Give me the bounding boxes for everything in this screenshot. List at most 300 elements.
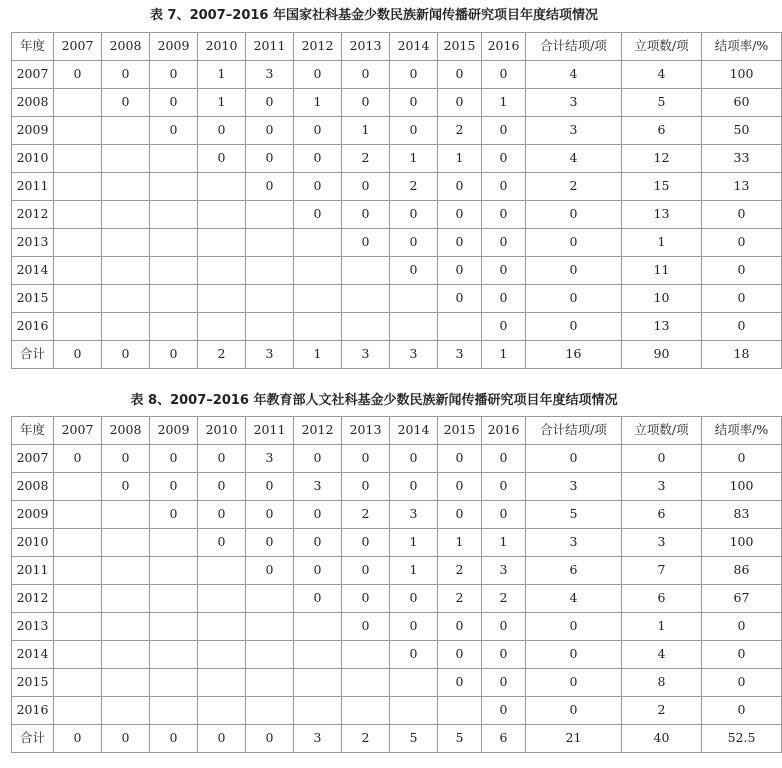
table-cell: 0 [482, 613, 526, 641]
table-cell: 0 [294, 501, 342, 529]
table-cell: 0 [438, 641, 482, 669]
table-cell: 13 [622, 201, 702, 229]
column-header: 2010 [198, 417, 246, 445]
table-cell [150, 529, 198, 557]
table-cell: 0 [342, 173, 390, 201]
table-cell [198, 669, 246, 697]
column-header: 2007 [54, 417, 102, 445]
table-cell: 0 [342, 613, 390, 641]
table-cell: 0 [390, 641, 438, 669]
row-label: 2013 [12, 229, 54, 257]
table-cell: 0 [438, 201, 482, 229]
table-row [12, 557, 782, 585]
table-cell [102, 201, 150, 229]
column-header: 2008 [102, 417, 150, 445]
table-cell [150, 229, 198, 257]
table-cell: 5 [390, 725, 438, 753]
table-cell [150, 697, 198, 725]
table-cell: 0 [702, 669, 782, 697]
table-cell: 2 [622, 697, 702, 725]
table-cell: 2 [438, 117, 482, 145]
table-cell: 15 [622, 173, 702, 201]
column-header: 2014 [390, 33, 438, 61]
table-row [12, 473, 782, 501]
table-cell: 0 [482, 61, 526, 89]
table-cell: 40 [622, 725, 702, 753]
table-cell: 0 [526, 201, 622, 229]
table-cell [54, 585, 102, 613]
table-cell: 2 [438, 585, 482, 613]
table-cell: 3 [390, 341, 438, 369]
table-cell: 0 [342, 61, 390, 89]
table-cell [246, 285, 294, 313]
table-cell: 2 [342, 501, 390, 529]
table-cell [198, 313, 246, 341]
table-cell: 6 [622, 117, 702, 145]
table-cell [54, 313, 102, 341]
table-cell [294, 613, 342, 641]
table-cell: 0 [482, 257, 526, 285]
table-cell: 1 [390, 557, 438, 585]
table-cell: 3 [294, 725, 342, 753]
table-cell: 0 [482, 173, 526, 201]
table-cell: 4 [526, 585, 622, 613]
table-cell: 0 [438, 473, 482, 501]
row-label: 2011 [12, 557, 54, 585]
table-cell: 6 [622, 585, 702, 613]
table-cell: 0 [342, 201, 390, 229]
table-cell [102, 285, 150, 313]
table-cell: 0 [246, 473, 294, 501]
table-cell [102, 557, 150, 585]
table-cell: 0 [390, 613, 438, 641]
table-cell [102, 613, 150, 641]
table-cell [102, 669, 150, 697]
table-cell: 0 [54, 61, 102, 89]
table-cell: 0 [390, 61, 438, 89]
table-cell [150, 313, 198, 341]
table-cell: 5 [438, 725, 482, 753]
table-cell [150, 285, 198, 313]
table-cell: 0 [294, 585, 342, 613]
column-header: 2011 [246, 33, 294, 61]
table-cell: 0 [482, 501, 526, 529]
table-cell: 2 [482, 585, 526, 613]
table-cell: 1 [482, 341, 526, 369]
table-cell: 1 [622, 613, 702, 641]
table-cell: 0 [390, 257, 438, 285]
table-cell: 0 [150, 117, 198, 145]
table-cell: 1 [438, 529, 482, 557]
table-cell: 0 [526, 313, 622, 341]
row-label: 2009 [12, 501, 54, 529]
table-cell: 3 [246, 61, 294, 89]
table-cell [438, 697, 482, 725]
table-cell: 86 [702, 557, 782, 585]
table-cell: 0 [150, 445, 198, 473]
table-cell: 0 [150, 725, 198, 753]
table-cell [246, 697, 294, 725]
table-cell: 0 [294, 201, 342, 229]
table-cell: 7 [622, 557, 702, 585]
table-row [12, 669, 782, 697]
column-header: 2013 [342, 417, 390, 445]
table-cell [342, 697, 390, 725]
column-header: 合计结项/项 [526, 417, 622, 445]
row-label: 2010 [12, 529, 54, 557]
row-label: 2007 [12, 61, 54, 89]
table-cell [198, 201, 246, 229]
table-row [12, 313, 782, 341]
table-cell: 3 [526, 117, 622, 145]
table-cell: 4 [526, 61, 622, 89]
table-cell [198, 585, 246, 613]
table-row [12, 61, 782, 89]
table-cell: 0 [294, 145, 342, 173]
table-cell: 0 [294, 557, 342, 585]
table-cell [102, 585, 150, 613]
table-cell: 0 [198, 529, 246, 557]
table-cell: 100 [702, 529, 782, 557]
row-label: 合计 [12, 341, 54, 369]
table-cell [294, 697, 342, 725]
table-cell: 0 [246, 173, 294, 201]
table-cell: 0 [342, 585, 390, 613]
row-label: 2015 [12, 669, 54, 697]
row-label: 2012 [12, 201, 54, 229]
table-cell: 0 [482, 229, 526, 257]
table-cell [246, 257, 294, 285]
table-cell: 0 [526, 229, 622, 257]
table-cell [54, 285, 102, 313]
table-cell: 3 [246, 445, 294, 473]
table-cell: 12 [622, 145, 702, 173]
table-cell: 0 [342, 445, 390, 473]
column-header: 2012 [294, 417, 342, 445]
table-cell [198, 173, 246, 201]
table-cell [102, 313, 150, 341]
table-cell: 0 [198, 501, 246, 529]
table-cell [342, 285, 390, 313]
table-cell [198, 697, 246, 725]
table-cell: 0 [702, 257, 782, 285]
table-cell: 3 [246, 341, 294, 369]
table-cell [102, 229, 150, 257]
table-cell: 5 [622, 89, 702, 117]
table-row [12, 285, 782, 313]
column-header: 年度 [12, 33, 54, 61]
table7 [11, 32, 782, 369]
table-cell: 0 [482, 473, 526, 501]
table-cell: 0 [54, 725, 102, 753]
table-cell [102, 529, 150, 557]
table-cell: 0 [526, 613, 622, 641]
table-cell: 67 [702, 585, 782, 613]
table-cell: 0 [702, 229, 782, 257]
table-cell [102, 257, 150, 285]
table-cell [294, 669, 342, 697]
table-cell: 0 [246, 501, 294, 529]
table-cell: 0 [438, 229, 482, 257]
row-label: 2014 [12, 641, 54, 669]
table-cell [198, 285, 246, 313]
table-cell: 3 [526, 529, 622, 557]
table-row [12, 501, 782, 529]
table-cell [198, 257, 246, 285]
column-header: 结项率/% [702, 33, 782, 61]
table-cell: 0 [482, 145, 526, 173]
table-row [12, 613, 782, 641]
table-cell: 50 [702, 117, 782, 145]
table-cell: 0 [294, 445, 342, 473]
table-cell [150, 173, 198, 201]
table-cell: 1 [198, 61, 246, 89]
table-cell [102, 173, 150, 201]
table-cell [294, 257, 342, 285]
table-cell [102, 117, 150, 145]
table-cell: 3 [622, 473, 702, 501]
table-row [12, 173, 782, 201]
table-cell [54, 173, 102, 201]
table-cell: 0 [390, 585, 438, 613]
table-cell: 33 [702, 145, 782, 173]
table-row [12, 529, 782, 557]
table-cell: 2 [390, 173, 438, 201]
table-cell [54, 697, 102, 725]
table-cell: 0 [390, 445, 438, 473]
row-label: 2016 [12, 697, 54, 725]
table-cell: 1 [294, 89, 342, 117]
table-cell: 0 [526, 257, 622, 285]
table-cell: 0 [702, 613, 782, 641]
table-cell: 0 [342, 473, 390, 501]
table-cell: 0 [342, 529, 390, 557]
table-cell: 10 [622, 285, 702, 313]
table-cell [54, 145, 102, 173]
table-cell: 0 [482, 445, 526, 473]
table-cell: 0 [702, 201, 782, 229]
table-cell: 0 [150, 61, 198, 89]
table-cell: 0 [438, 445, 482, 473]
table-cell: 0 [294, 173, 342, 201]
table-cell: 0 [622, 445, 702, 473]
table-cell: 0 [294, 529, 342, 557]
table-cell [198, 613, 246, 641]
table-cell: 0 [246, 89, 294, 117]
column-header: 立项数/项 [622, 417, 702, 445]
table-cell: 0 [54, 445, 102, 473]
table-cell [54, 613, 102, 641]
table-cell: 2 [342, 145, 390, 173]
row-label: 2008 [12, 89, 54, 117]
table8 [11, 416, 782, 753]
column-header: 2014 [390, 417, 438, 445]
table-cell: 52.5 [702, 725, 782, 753]
table-cell [150, 557, 198, 585]
table-cell: 6 [482, 725, 526, 753]
table-cell: 0 [102, 725, 150, 753]
table-cell: 8 [622, 669, 702, 697]
table-cell [342, 669, 390, 697]
table-cell: 3 [390, 501, 438, 529]
table-cell: 16 [526, 341, 622, 369]
table-cell: 2 [342, 725, 390, 753]
column-header: 2010 [198, 33, 246, 61]
table-cell: 0 [482, 641, 526, 669]
column-header: 2011 [246, 417, 294, 445]
table-cell [54, 201, 102, 229]
table-cell [102, 641, 150, 669]
table-cell: 1 [482, 529, 526, 557]
table-cell: 0 [198, 445, 246, 473]
table-cell [150, 669, 198, 697]
table-cell: 0 [150, 341, 198, 369]
table-cell: 3 [482, 557, 526, 585]
column-header: 2008 [102, 33, 150, 61]
table-cell: 0 [102, 341, 150, 369]
table-cell: 0 [102, 61, 150, 89]
row-label: 2011 [12, 173, 54, 201]
table-cell [438, 313, 482, 341]
table-row [12, 641, 782, 669]
table-cell [246, 229, 294, 257]
column-header: 2016 [482, 417, 526, 445]
table-cell: 0 [246, 557, 294, 585]
column-header: 年度 [12, 417, 54, 445]
table-cell: 0 [102, 89, 150, 117]
table-cell [54, 501, 102, 529]
table-row [12, 585, 782, 613]
row-label: 2012 [12, 585, 54, 613]
table-cell [54, 117, 102, 145]
table-cell: 3 [342, 341, 390, 369]
column-header: 2007 [54, 33, 102, 61]
table-cell [150, 145, 198, 173]
table-cell [54, 229, 102, 257]
table-cell: 4 [622, 641, 702, 669]
header-row [12, 417, 782, 445]
table-cell: 0 [198, 725, 246, 753]
table-cell: 3 [622, 529, 702, 557]
table-cell [150, 201, 198, 229]
table-cell: 0 [390, 473, 438, 501]
table-cell [102, 501, 150, 529]
table-row [12, 145, 782, 173]
table-cell: 1 [342, 117, 390, 145]
table-cell: 0 [102, 445, 150, 473]
table-cell: 0 [482, 669, 526, 697]
table-cell: 3 [438, 341, 482, 369]
table-cell: 0 [54, 341, 102, 369]
table-cell [246, 613, 294, 641]
table-cell [246, 201, 294, 229]
table-cell: 0 [246, 145, 294, 173]
column-header: 2009 [150, 417, 198, 445]
table-cell [246, 669, 294, 697]
table-cell [294, 285, 342, 313]
table-cell [342, 313, 390, 341]
table-cell: 2 [438, 557, 482, 585]
table-cell: 0 [526, 445, 622, 473]
table-cell: 3 [294, 473, 342, 501]
table-cell: 0 [294, 117, 342, 145]
table-cell: 0 [438, 501, 482, 529]
table-cell: 0 [702, 697, 782, 725]
table-row [12, 257, 782, 285]
table-cell: 0 [246, 117, 294, 145]
table-cell [150, 257, 198, 285]
table-cell: 0 [526, 641, 622, 669]
table-cell [198, 229, 246, 257]
table-cell [246, 641, 294, 669]
table-cell: 0 [342, 557, 390, 585]
table-cell [294, 641, 342, 669]
table-row [12, 117, 782, 145]
table7-caption: 表 7、2007–2016 年国家社科基金少数民族新闻传播研究项目年度结项情况 [150, 8, 598, 23]
table-cell [54, 473, 102, 501]
table-cell [102, 145, 150, 173]
table-cell: 1 [294, 341, 342, 369]
table-row [12, 445, 782, 473]
table-cell [246, 585, 294, 613]
table-cell: 0 [246, 725, 294, 753]
table-cell [390, 285, 438, 313]
table-cell [342, 641, 390, 669]
table-cell [294, 313, 342, 341]
table-cell [150, 613, 198, 641]
table-cell: 1 [482, 89, 526, 117]
row-label: 2014 [12, 257, 54, 285]
table-cell: 0 [390, 201, 438, 229]
table-cell: 1 [198, 89, 246, 117]
table-row [12, 229, 782, 257]
table-cell: 0 [342, 229, 390, 257]
column-header: 2012 [294, 33, 342, 61]
row-label: 2007 [12, 445, 54, 473]
table-cell: 4 [526, 145, 622, 173]
table-cell: 90 [622, 341, 702, 369]
table-cell: 6 [526, 557, 622, 585]
table-cell [390, 669, 438, 697]
table-cell [54, 557, 102, 585]
table-cell: 0 [390, 117, 438, 145]
table-cell: 0 [482, 697, 526, 725]
column-header: 2015 [438, 33, 482, 61]
table-cell [246, 313, 294, 341]
table-cell: 1 [390, 145, 438, 173]
table-cell [390, 697, 438, 725]
table-cell: 0 [150, 89, 198, 117]
column-header: 2016 [482, 33, 526, 61]
table-cell: 0 [150, 473, 198, 501]
table-cell: 0 [526, 697, 622, 725]
table-cell: 0 [482, 285, 526, 313]
table-cell: 0 [438, 61, 482, 89]
table-cell: 100 [702, 61, 782, 89]
table-cell [150, 585, 198, 613]
row-label: 2015 [12, 285, 54, 313]
table-cell [198, 641, 246, 669]
table-cell: 0 [702, 285, 782, 313]
table-cell: 0 [482, 313, 526, 341]
table-cell [150, 641, 198, 669]
table-cell: 13 [622, 313, 702, 341]
table-cell: 2 [198, 341, 246, 369]
column-header: 2013 [342, 33, 390, 61]
table-cell: 18 [702, 341, 782, 369]
total-row [12, 725, 782, 753]
table-cell [54, 257, 102, 285]
